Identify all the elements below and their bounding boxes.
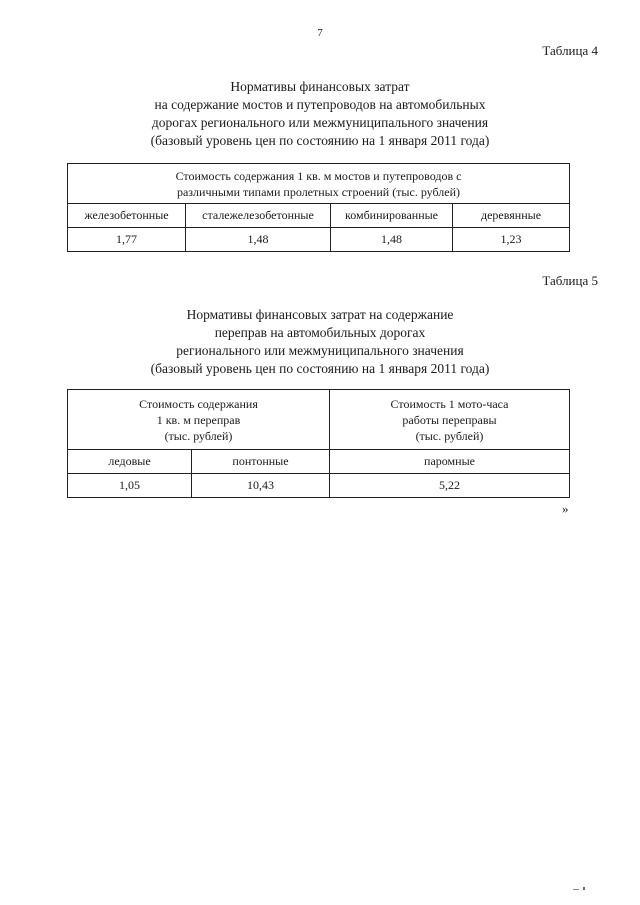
value-steel-reinforced-concrete: 1,48: [186, 228, 331, 252]
scan-artifact: [583, 887, 585, 890]
table-4-caption: Таблица 4: [542, 43, 598, 58]
heading-line: (базовый уровень цен по состоянию на 1 января 2011 года): [150, 133, 490, 148]
value-ferry: 5,22: [330, 474, 570, 498]
table-5-group-maintenance-cost: [68, 390, 330, 450]
header-line: (тыс. рублей): [164, 428, 233, 443]
table-5-group-motor-hour-cost: [330, 390, 570, 450]
table-4-heading: [0, 78, 640, 150]
header-line: различными типами пролетных строений (тыс. рублей): [176, 184, 461, 199]
scan-artifact: [573, 889, 579, 890]
heading-line: Нормативы финансовых затрат: [230, 79, 410, 94]
value-pontoon: 10,43: [192, 474, 330, 498]
heading-line: дорогах регионального или межмуниципального значения: [151, 115, 489, 130]
heading-line: переправ на автомобильных дорогах: [214, 325, 426, 340]
value-ice: 1,05: [68, 474, 192, 498]
value-reinforced-concrete: 1,77: [68, 228, 186, 252]
header-line: Стоимость содержания 1 кв. м мостов и путепроводов с: [175, 168, 462, 183]
value-combined: 1,48: [331, 228, 453, 252]
table-5-heading: [0, 306, 640, 378]
header-line: Стоимость 1 мото-часа: [390, 396, 509, 411]
heading-line: на содержание мостов и путепроводов на автомобильных: [154, 97, 486, 112]
header-line: Стоимость содержания: [139, 396, 258, 411]
table-5-caption: Таблица 5: [542, 273, 598, 288]
table-4-header-cell: [68, 164, 570, 204]
value-wooden: 1,23: [453, 228, 570, 252]
column-header-combined: комбинированные: [331, 204, 453, 228]
column-header-wooden: деревянные: [453, 204, 570, 228]
heading-line: (базовый уровень цен по состоянию на 1 января 2011 года): [150, 361, 490, 376]
column-header-pontoon: понтонные: [192, 450, 330, 474]
table-4: [67, 163, 570, 252]
column-header-ice: ледовые: [68, 450, 192, 474]
header-line: работы переправы: [402, 412, 497, 427]
header-line: 1 кв. м переправ: [156, 412, 241, 427]
column-header-reinforced-concrete: железобетонные: [68, 204, 186, 228]
column-header-ferry: паромные: [330, 450, 570, 474]
page-number: 7: [317, 27, 323, 39]
table-5: [67, 389, 570, 498]
header-line: (тыс. рублей): [415, 428, 484, 443]
heading-line: регионального или межмуниципального значения: [176, 343, 464, 358]
heading-line: Нормативы финансовых затрат на содержание: [186, 307, 454, 322]
closing-quote: »: [562, 501, 569, 516]
column-header-steel-reinforced-concrete: сталежелезобетонные: [186, 204, 331, 228]
